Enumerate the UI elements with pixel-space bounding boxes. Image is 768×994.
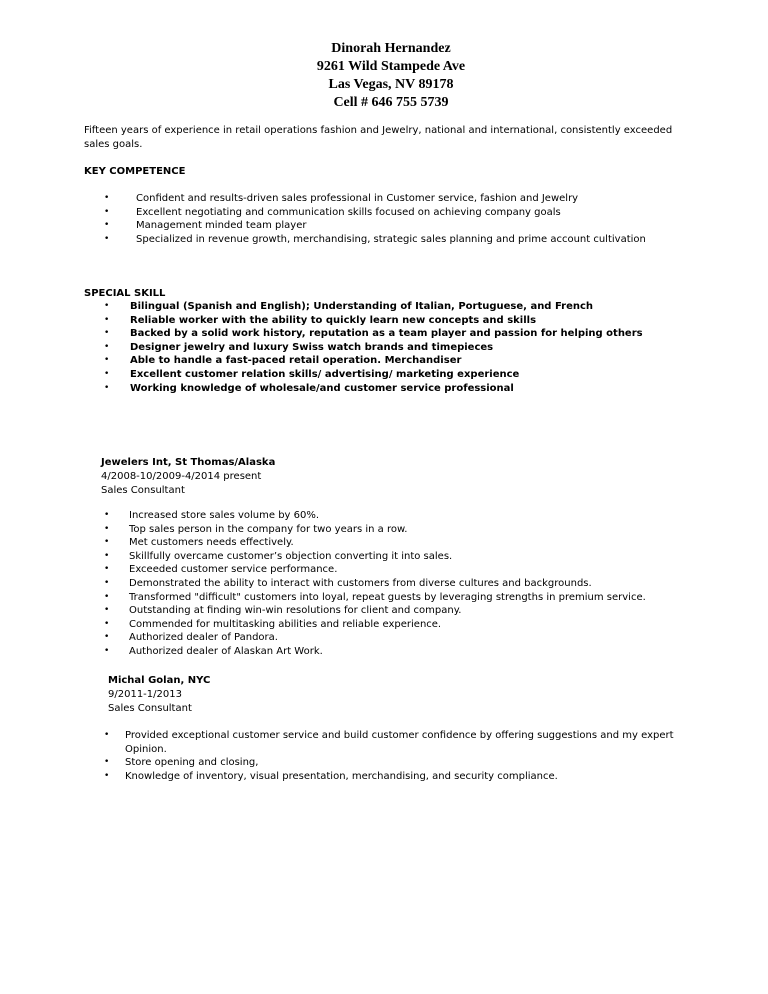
list-item: • Provided exceptional customer service and build customer confidence by offering suggestions and my expert Opinion. [104,730,674,755]
list-item: • Reliable worker with the ability to quickly learn new concepts and skills [104,314,537,326]
bullet-icon: • [104,301,110,311]
list-item: • Confident and results-driven sales professional in Customer service, fashion and Jewelry [104,193,579,204]
summary-paragraph: Fifteen years of experience in retail operations fashion and Jewelry, national and international, consistently exceeded sales goals. [84,125,673,150]
list-item: • Top sales person in the company for two years in a row. [104,523,408,535]
bullet-icon: • [104,730,110,740]
list-item: • Bilingual (Spanish and English); Understanding of Italian, Portuguese, and French [104,301,594,312]
bullet-icon: • [104,632,110,643]
city-state-zip: Las Vegas, NV 89178 [328,77,454,92]
list-item: • Working knowledge of wholesale/and customer service professional [104,382,514,394]
list-item: • Met customers needs effectively. [104,537,294,549]
list-item: • Authorized dealer of Alaskan Art Work. [104,645,323,657]
cell-phone: Cell # 646 755 5739 [333,95,449,110]
special-skill-heading: SPECIAL SKILL [84,288,166,299]
list-item: • Exceeded customer service performance. [104,564,338,576]
bullet-icon: • [104,220,110,231]
contact-header [0,40,768,112]
bullet-icon: • [104,757,110,768]
list-item: • Designer jewelry and luxury Swiss watch brands and timepieces [104,341,494,353]
list-item: • Excellent negotiating and communication skills focused on achieving company goals [104,206,561,218]
list-item: • Skillfully overcame customer’s objection converting it into sales. [104,550,453,562]
bullet-icon: • [104,577,110,588]
bullet-icon: • [104,341,110,352]
bullet-icon: • [104,564,110,575]
job-achievements-list [104,509,646,659]
bullet-icon: • [104,382,110,393]
bullet-icon: • [104,233,110,244]
company-name: Michal Golan, NYC [108,675,211,686]
job-role: Sales Consultant [108,703,192,714]
bullet-icon: • [104,510,110,520]
list-item: • Specialized in revenue growth, merchandising, strategic sales planning and prime account cultivation [104,233,646,245]
street-address: 9261 Wild Stampede Ave [316,59,466,74]
job-dates: 4/2008-10/2009-4/2014 present [101,471,262,482]
bullet-icon: • [104,355,110,366]
bullet-icon: • [104,537,110,548]
list-item: • Commended for multitasking abilities and reliable experience. [104,618,442,630]
list-item: • Management minded team player [104,220,307,232]
bullet-icon: • [104,314,110,325]
job-entry-jewelers-int [101,456,275,498]
list-item: • Transformed "difficult" customers into loyal, repeat guests by leveraging strengths in premium service. [104,591,646,603]
bullet-icon: • [104,605,110,616]
bullet-icon: • [104,618,110,629]
list-item: • Able to handle a fast-paced retail operation. Merchandiser [104,355,462,367]
bullet-icon: • [104,645,110,656]
list-item: • Outstanding at finding win-win resolutions for client and company. [104,605,462,617]
job-role: Sales Consultant [101,485,185,496]
job-entry-michal-golan [108,674,210,716]
key-competence-list [104,192,646,246]
key-competence-heading: KEY COMPETENCE [84,166,186,177]
bullet-icon: • [104,523,110,534]
list-item: • Authorized dealer of Pandora. [104,632,278,644]
bullet-icon: • [104,770,110,781]
list-item: • Demonstrated the ability to interact with customers from diverse cultures and backgrounds. [104,577,592,589]
bullet-icon: • [104,368,110,379]
list-item: • Store opening and closing, [104,757,259,769]
bullet-icon: • [104,591,110,602]
job-dates: 9/2011-1/2013 [108,689,182,700]
special-skill-list [104,300,643,395]
company-name: Jewelers Int, St Thomas/Alaska [101,457,276,468]
bullet-icon: • [104,550,110,561]
list-item: • Excellent customer relation skills/ advertising/ marketing experience [104,368,520,380]
bullet-icon: • [104,328,110,339]
list-item: • Backed by a solid work history, reputation as a team player and passion for helping others [104,328,643,340]
bullet-icon: • [104,206,110,217]
list-item: • Knowledge of inventory, visual presentation, merchandising, and security compliance. [104,770,558,782]
bullet-icon: • [104,193,110,203]
job-achievements-list [104,729,685,783]
list-item: • Increased store sales volume by 60%. [104,510,320,521]
applicant-name: Dinorah Hernandez [331,41,451,56]
